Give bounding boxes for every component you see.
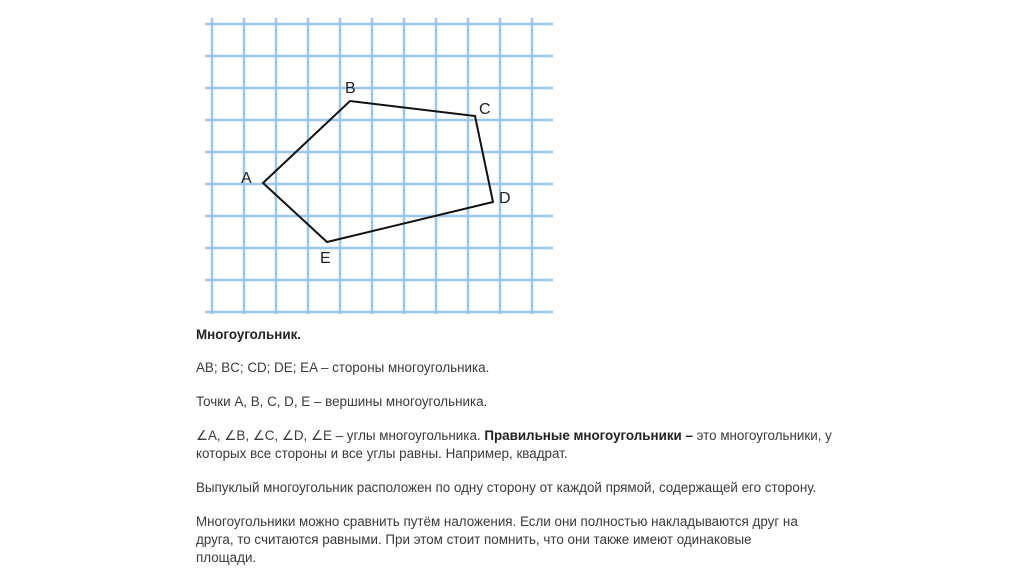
grid-lines	[205, 18, 553, 314]
vertex-label-e: E	[320, 250, 331, 267]
vertices-paragraph: Точки A, B, C, D, E – вершины многоугольника.	[196, 394, 488, 409]
angles-paragraph	[196, 427, 846, 445]
vertex-label-a: A	[241, 170, 252, 187]
regular-polygons-line2: которых все стороны и все углы равны. Например, квадрат.	[196, 446, 568, 461]
polygon-abcde	[263, 101, 493, 242]
angles-text: ∠A, ∠B, ∠C, ∠D, ∠E – углы многоугольника.	[196, 428, 485, 443]
convex-paragraph: Выпуклый многоугольник расположен по одну сторону от каждой прямой, содержащей его сторону.	[196, 480, 817, 495]
vertex-label-c: C	[479, 101, 491, 118]
compare-line2: друга, то считаются равными. При этом стоит помнить, что они также имеют одинаковые	[196, 532, 752, 547]
compare-line3: площади.	[196, 550, 257, 565]
regular-polygons-definition: это многоугольники, у	[692, 428, 832, 443]
vertex-label-b: B	[345, 80, 356, 97]
vertex-label-d: D	[499, 190, 511, 207]
regular-polygons-term: Правильные многоугольники –	[484, 428, 693, 443]
compare-line1: Многоугольники можно сравнить путём наложения. Если они полностью накладываются друг на	[196, 514, 798, 529]
heading: Многоугольник.	[196, 327, 301, 342]
polygon-figure	[205, 18, 553, 314]
sides-paragraph: AB; BC; CD; DE; EA – стороны многоугольника.	[196, 360, 490, 375]
